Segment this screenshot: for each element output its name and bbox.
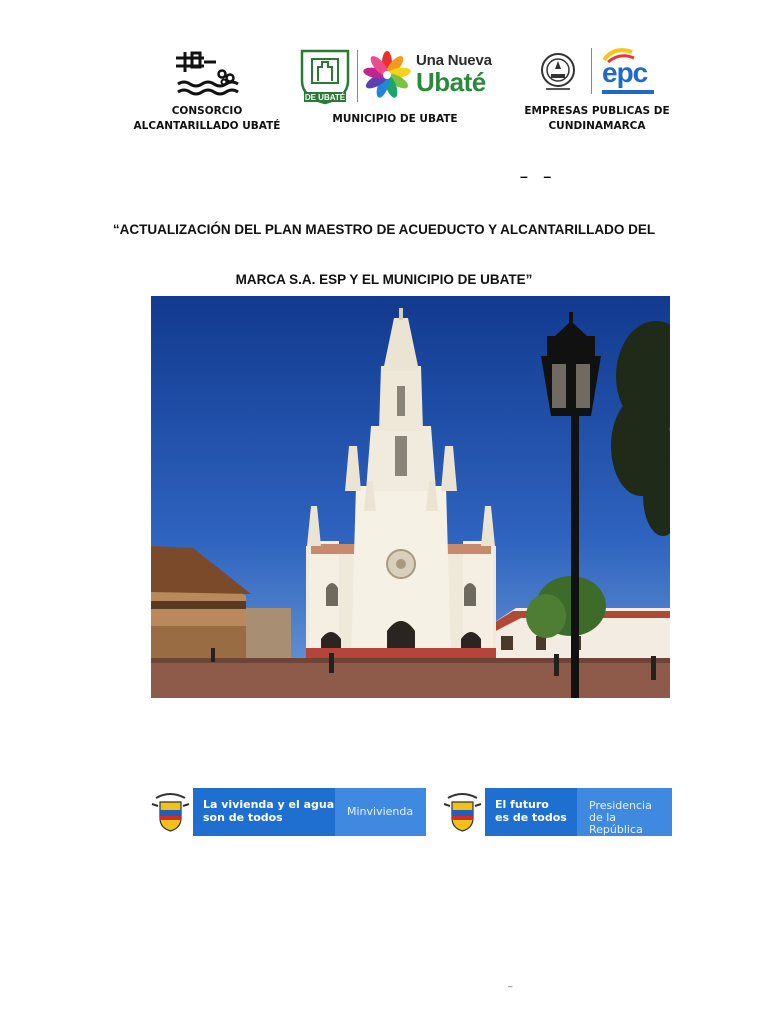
presidencia-tagline-l2: es de todos [495, 811, 567, 824]
epc-text: epc [602, 57, 648, 88]
colombia-shield-box [148, 788, 193, 836]
brand-line1: Una Nueva [416, 52, 492, 69]
document-title-line2: MARCA S.A. ESP Y EL MUNICIPIO DE UBATE” [235, 272, 533, 287]
una-nueva-ubate-brand [416, 52, 492, 95]
consorcio-line2: ALCANTARILLADO UBATÉ [133, 120, 281, 132]
colombia-shield-box-2 [440, 788, 485, 836]
consorcio-logo [172, 50, 244, 100]
minvivienda-tagline-l2: son de todos [203, 811, 283, 824]
minvivienda-entity [335, 788, 426, 836]
minvivienda-banner [148, 788, 426, 836]
brand-line2: Ubaté [416, 67, 486, 97]
minvivienda-tagline [193, 788, 335, 836]
brand-divider [357, 50, 358, 102]
header-dashes: – – [520, 168, 552, 184]
flower-icon [362, 48, 412, 102]
cathedral-photo [151, 296, 670, 698]
empresas-line1: EMPRESAS PUBLICAS DE [524, 105, 670, 117]
presidencia-entity-l1: Presidencia [589, 799, 652, 812]
cundinamarca-seal-icon [540, 52, 576, 92]
presidencia-tagline-l1: El futuro [495, 798, 549, 811]
empresas-line2: CUNDINAMARCA [548, 120, 646, 132]
presidencia-banner [440, 788, 672, 836]
presidencia-tagline [485, 788, 577, 836]
epc-divider [591, 48, 592, 94]
footer-mark: – [508, 982, 513, 991]
presidencia-entity [577, 788, 672, 836]
presidencia-entity-l2: de la República [589, 811, 643, 836]
empresas-label [512, 104, 682, 134]
colombia-shield-icon [148, 788, 193, 836]
minvivienda-entity-label: Minvivienda [347, 805, 414, 818]
municipio-label: MUNICIPIO DE UBATE [332, 113, 458, 125]
ubate-seal-text: DE UBATÉ [304, 93, 346, 102]
colombia-shield-icon [440, 788, 485, 836]
minvivienda-tagline-l1: La vivienda y el agua [203, 798, 335, 811]
consorcio-line1: CONSORCIO [171, 105, 243, 117]
consorcio-label [126, 104, 288, 134]
document-title-line1: “ACTUALIZACIÓN DEL PLAN MAESTRO DE ACUEDUCTO Y ALCANTARILLADO DEL [112, 222, 656, 237]
